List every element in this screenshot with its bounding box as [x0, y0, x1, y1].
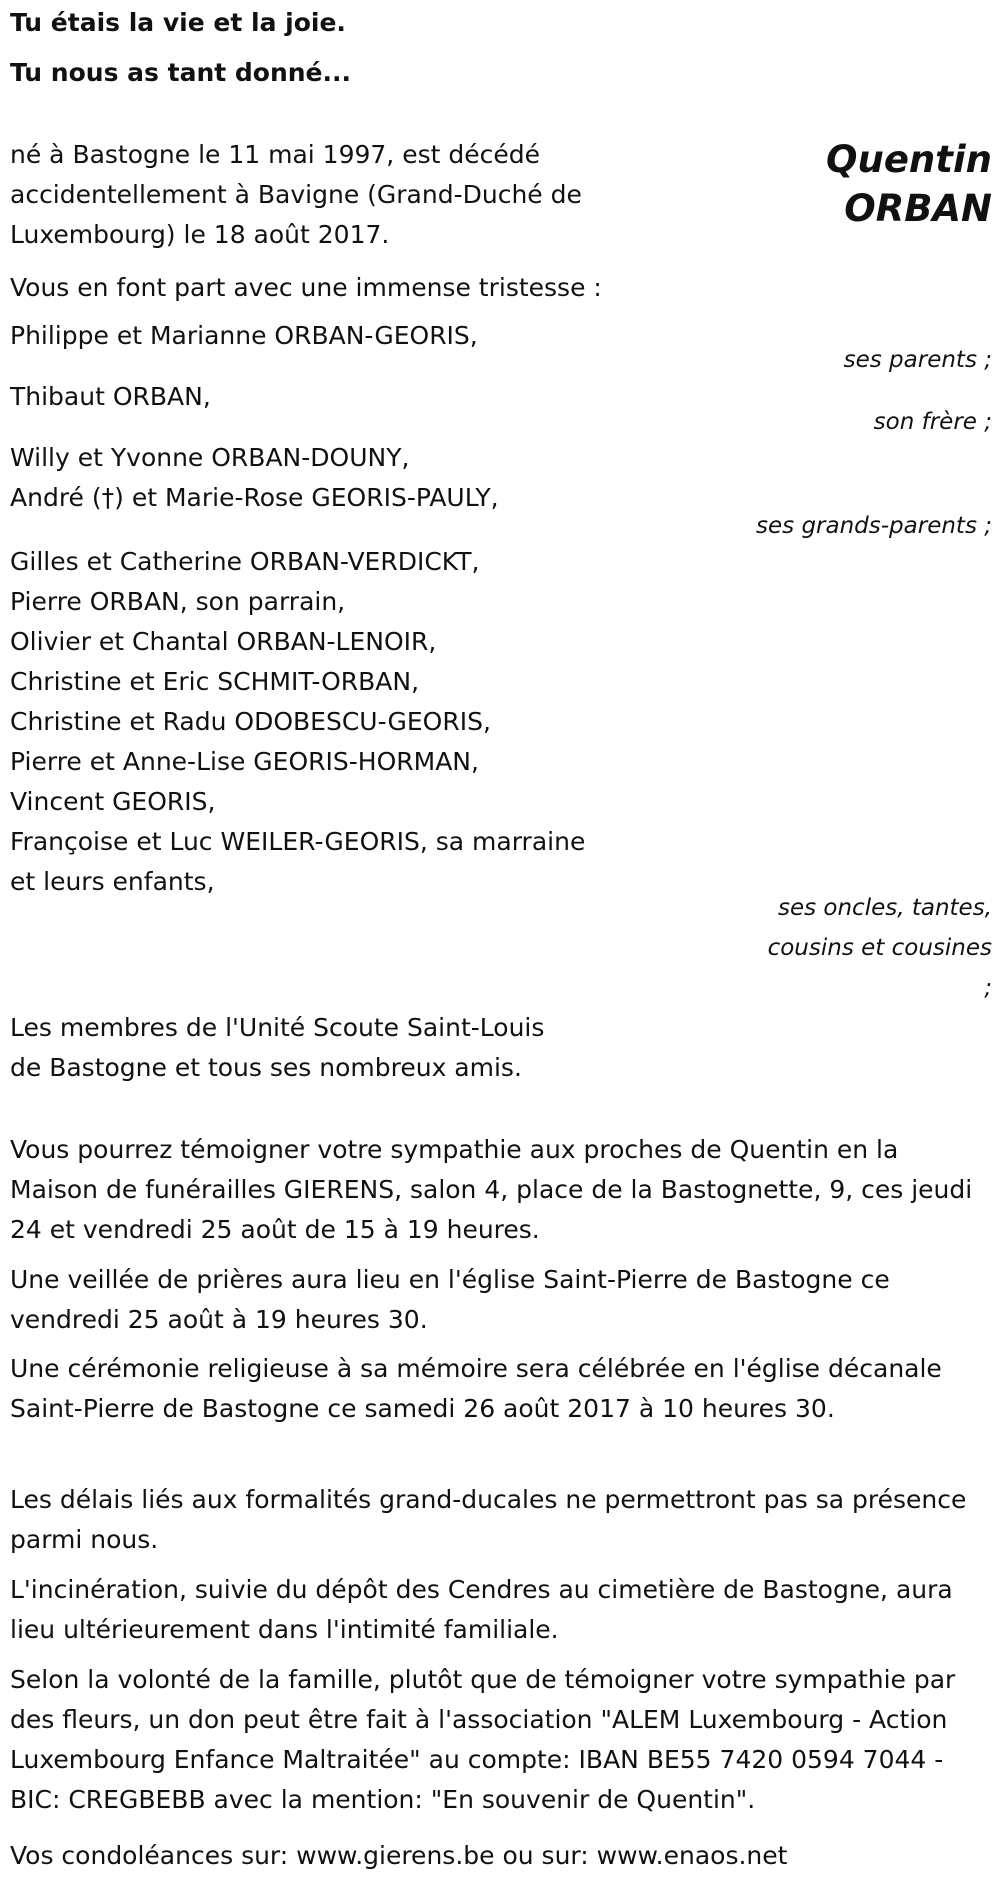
relation-line: ses parents ; — [843, 347, 992, 373]
family-name-line: Pierre et Anne-Lise GEORIS-HORMAN, — [10, 747, 479, 776]
intro-line-2: Tu nous as tant donné... — [10, 58, 352, 87]
deceased-name — [826, 135, 992, 233]
donation-paragraph: Selon la volonté de la famille, plutôt que de témoigner votre sympathie par des fleurs, un don peut être fait à l'association "ALEM Luxembourg - Action Luxembourg Enfance Maltraitée" au compte: IBAN BE55 7420 0594 7044 - BIC: CREGBEBB avec la mention: "En souvenir de Quentin". — [10, 1665, 956, 1814]
family-name-line: et leurs enfants, — [10, 867, 215, 896]
family-name-line: Christine et Radu ODOBESCU-GEORIS, — [10, 707, 491, 736]
relation-brother — [874, 402, 992, 442]
relation-extended — [768, 888, 992, 1008]
ceremony-paragraph: Une cérémonie religieuse à sa mémoire sera célébrée en l'église décanale Saint-Pierre de Bastogne ce samedi 26 août 2017 à 10 heures 30. — [10, 1354, 942, 1423]
relation-line: ; — [984, 975, 992, 1001]
relation-grandparents — [756, 506, 992, 546]
deceased-last-name: ORBAN — [844, 187, 992, 230]
delays-paragraph: Les délais liés aux formalités grand-ducales ne permettront pas sa présence parmi nous. — [10, 1485, 967, 1554]
relation-line: ses grands-parents ; — [756, 513, 992, 539]
condolences-text: Vos condoléances sur: www.gierens.be ou sur: www.enaos.net — [10, 1841, 788, 1870]
family-names-parents — [10, 316, 478, 356]
family-name-line: Philippe et Marianne ORBAN-GEORIS, — [10, 321, 478, 350]
announcement-text: Vous en font part avec une immense tristesse : — [10, 273, 602, 302]
family-name-line: Willy et Yvonne ORBAN-DOUNY, — [10, 443, 410, 472]
family-name-line: Pierre ORBAN, son parrain, — [10, 587, 346, 616]
family-name-line: Christine et Eric SCHMIT-ORBAN, — [10, 667, 420, 696]
family-name-line: Françoise et Luc WEILER-GEORIS, sa marraine — [10, 827, 586, 856]
family-name-line: Thibaut ORBAN, — [10, 382, 211, 411]
family-name-line: Olivier et Chantal ORBAN-LENOIR, — [10, 627, 437, 656]
intro-line-1: Tu étais la vie et la joie. — [10, 8, 346, 37]
relation-line: ses oncles, tantes, — [777, 895, 992, 921]
family-name-line: Vincent GEORIS, — [10, 787, 216, 816]
vigil-paragraph: Une veillée de prières aura lieu en l'église Saint-Pierre de Bastogne ce vendredi 25 août à 19 heures 30. — [10, 1265, 890, 1334]
birth-death-line: né à Bastogne le 11 mai 1997, est décédé — [10, 140, 540, 169]
family-names-extended — [10, 542, 585, 902]
family-name-line: Gilles et Catherine ORBAN-VERDICKT, — [10, 547, 480, 576]
relation-parents — [844, 340, 992, 380]
scouts-line: de Bastogne et tous ses nombreux amis. — [10, 1053, 522, 1082]
birth-death-line: accidentellement à Bavigne (Grand-Duché de — [10, 180, 582, 209]
deceased-first-name: Quentin — [826, 138, 992, 181]
family-name-line: André (†) et Marie-Rose GEORIS-PAULY, — [10, 483, 499, 512]
family-names-grandparents — [10, 438, 499, 518]
relation-line: cousins et cousines — [767, 935, 992, 961]
cremation-paragraph: L'incinération, suivie du dépôt des Cendres au cimetière de Bastogne, aura lieu ultérieurement dans l'intimité familiale. — [10, 1575, 953, 1644]
visitation-paragraph: Vous pourrez témoigner votre sympathie aux proches de Quentin en la Maison de funérailles GIERENS, salon 4, place de la Bastognette, 9, ces jeudi 24 et vendredi 25 août de 15 à 19 heures. — [10, 1135, 973, 1244]
family-names-brother — [10, 377, 211, 417]
birth-death-line: Luxembourg) le 18 août 2017. — [10, 220, 390, 249]
relation-line: son frère ; — [873, 409, 992, 435]
scouts-text — [10, 1008, 544, 1088]
birth-death-info — [10, 135, 582, 255]
scouts-line: Les membres de l'Unité Scoute Saint-Louis — [10, 1013, 545, 1042]
